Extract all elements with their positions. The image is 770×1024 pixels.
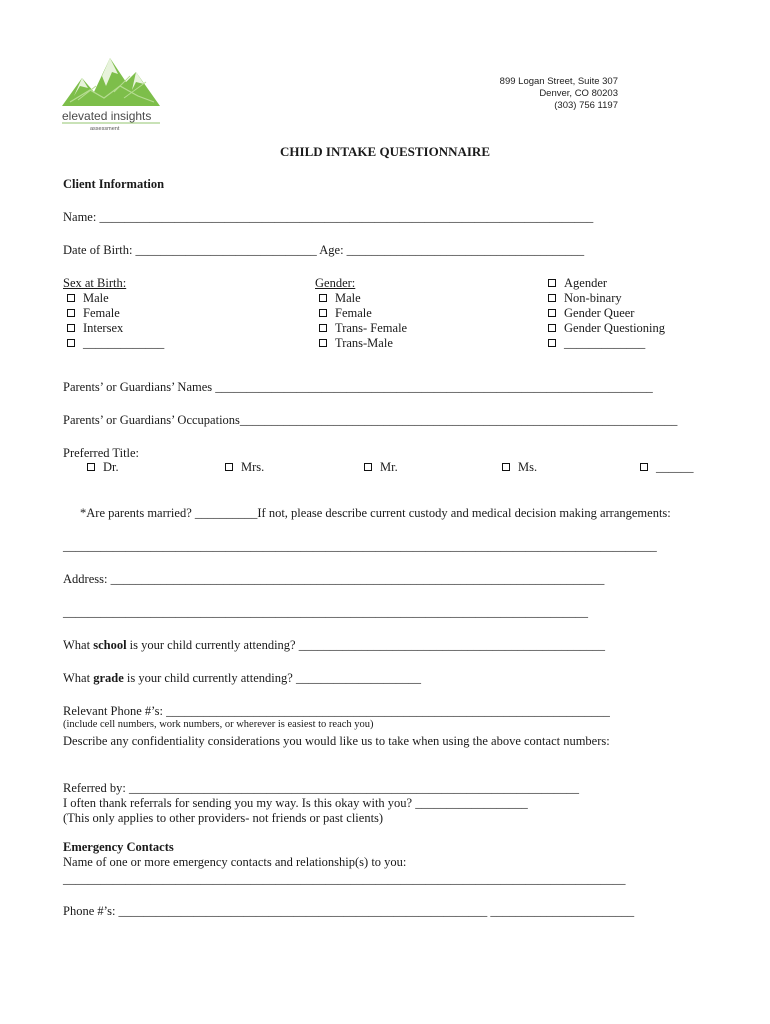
address-line-3: (303) 756 1197 — [554, 100, 618, 111]
school-field[interactable]: What school is your child currently attending? _________________________________________________ — [63, 638, 605, 652]
sex-option-male[interactable]: Male — [63, 291, 164, 306]
parents-occupations-field[interactable]: Parents’ or Guardians’ Occupations______________________________________________________________________ — [63, 413, 678, 427]
address-line-1: 899 Logan Street, Suite 307 — [499, 76, 618, 87]
emergency-contacts-line[interactable]: __________________________________________________________________________________________ — [63, 872, 626, 886]
sex-at-birth-label: Sex at Birth: — [63, 276, 127, 290]
checkbox-icon[interactable] — [67, 339, 75, 347]
checkbox-icon[interactable] — [364, 463, 372, 471]
checkbox-icon[interactable] — [502, 463, 510, 471]
preferred-title-label: Preferred Title: — [63, 446, 140, 460]
address-line-2-field[interactable]: ____________________________________________________________________________________ — [63, 605, 588, 619]
gender-label: Gender: — [315, 276, 356, 290]
gender-group — [315, 276, 407, 351]
sex-option-other[interactable]: _____________ — [63, 336, 164, 351]
checkbox-icon[interactable] — [67, 324, 75, 332]
elevated-insights-logo — [60, 52, 164, 132]
dob-age-field[interactable]: Date of Birth: _____________________________ Age: ______________________________________ — [63, 243, 585, 257]
name-field[interactable]: Name: _______________________________________________________________________________ — [63, 210, 594, 224]
phones-note: (include cell numbers, work numbers, or wherever is easiest to reach you) — [63, 719, 374, 730]
form-title: CHILD INTAKE QUESTIONNAIRE — [280, 144, 490, 159]
title-option-mrs[interactable]: Mrs. — [225, 460, 264, 475]
referred-by-field[interactable]: Referred by: ________________________________________________________________________ — [63, 781, 579, 795]
checkbox-icon[interactable] — [319, 339, 327, 347]
title-option-mr[interactable]: Mr. — [364, 460, 398, 475]
parents-married-question[interactable]: *Are parents married? __________If not, please describe current custody and medical decision making arrangements: — [80, 506, 671, 520]
relevant-phones-field[interactable]: Relevant Phone #’s: _______________________________________________________________________ — [63, 704, 610, 718]
title-option-ms[interactable]: Ms. — [502, 460, 537, 475]
checkbox-icon[interactable] — [548, 294, 556, 302]
checkbox-icon[interactable] — [548, 309, 556, 317]
checkbox-icon[interactable] — [319, 294, 327, 302]
emergency-phones-field[interactable]: Phone #’s: ___________________________________________________________ _______________________ — [63, 904, 635, 918]
checkbox-icon[interactable] — [548, 339, 556, 347]
referral-note: (This only applies to other providers- not friends or past clients) — [63, 811, 384, 825]
sex-option-intersex[interactable]: Intersex — [63, 321, 164, 336]
svg-text:assessment: assessment — [90, 126, 120, 132]
checkbox-icon[interactable] — [548, 279, 556, 287]
gender-option-trans-female[interactable]: Trans- Female — [315, 321, 407, 336]
confidentiality-question: Describe any confidentiality considerations you would like us to take when using the above contact numbers: — [63, 734, 610, 748]
checkbox-icon[interactable] — [640, 463, 648, 471]
gender-option-other[interactable]: _____________ — [544, 336, 665, 351]
address-line-2: Denver, CO 80203 — [539, 88, 618, 99]
emergency-contacts-heading: Emergency Contacts — [63, 840, 174, 854]
title-option-other[interactable]: ______ — [640, 460, 694, 475]
title-option-dr[interactable]: Dr. — [87, 460, 119, 475]
checkbox-icon[interactable] — [87, 463, 95, 471]
gender-more-group — [544, 276, 665, 351]
svg-text:elevated insights: elevated insights — [62, 109, 152, 123]
gender-option-trans-male[interactable]: Trans-Male — [315, 336, 407, 351]
checkbox-icon[interactable] — [67, 309, 75, 317]
address-field[interactable]: Address: _______________________________________________________________________________ — [63, 572, 605, 586]
sex-option-female[interactable]: Female — [63, 306, 164, 321]
checkbox-icon[interactable] — [67, 294, 75, 302]
gender-option-male[interactable]: Male — [315, 291, 407, 306]
gender-option-agender[interactable]: Agender — [544, 276, 665, 291]
grade-field[interactable]: What grade is your child currently attending? ____________________ — [63, 671, 421, 685]
gender-option-non-binary[interactable]: Non-binary — [544, 291, 665, 306]
checkbox-icon[interactable] — [319, 309, 327, 317]
sex-at-birth-group — [63, 276, 164, 351]
gender-option-gender-queer[interactable]: Gender Queer — [544, 306, 665, 321]
referral-thanks-question[interactable]: I often thank referrals for sending you my way. Is this okay with you? __________________ — [63, 796, 528, 810]
checkbox-icon[interactable] — [319, 324, 327, 332]
practice-address — [500, 76, 618, 112]
checkbox-icon[interactable] — [225, 463, 233, 471]
gender-option-female[interactable]: Female — [315, 306, 407, 321]
custody-answer-line[interactable]: _______________________________________________________________________________________________ — [63, 539, 657, 553]
gender-option-gender-questioning[interactable]: Gender Questioning — [544, 321, 665, 336]
parents-names-field[interactable]: Parents’ or Guardians’ Names ______________________________________________________________________ — [63, 380, 653, 394]
checkbox-icon[interactable] — [548, 324, 556, 332]
client-info-heading: Client Information — [63, 177, 165, 191]
emergency-contacts-desc: Name of one or more emergency contacts and relationship(s) to you: — [63, 855, 407, 869]
